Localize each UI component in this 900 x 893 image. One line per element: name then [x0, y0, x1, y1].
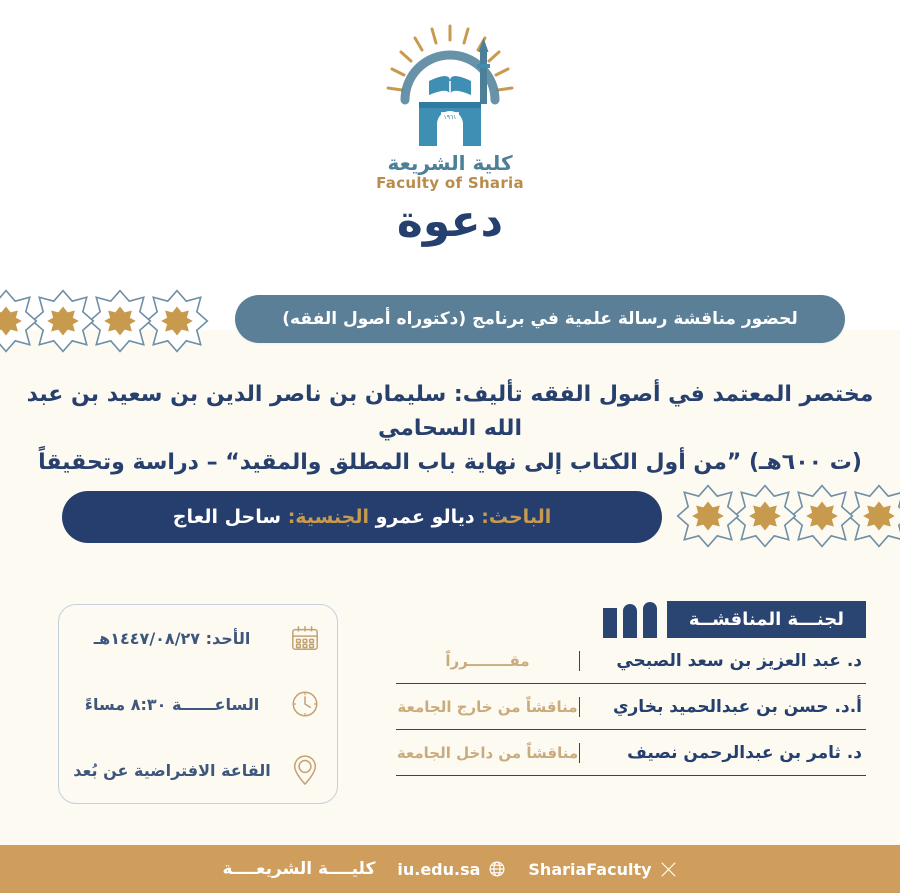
discussion-committee — [396, 600, 866, 776]
decorative-stars-right — [684, 483, 900, 549]
footer-website-url: iu.edu.sa — [397, 859, 481, 879]
eight-point-star-icon — [789, 483, 855, 549]
clock-icon — [287, 686, 323, 722]
footer-website[interactable] — [397, 860, 506, 879]
table-row — [396, 638, 866, 684]
eight-point-star-icon — [144, 288, 210, 354]
event-location-text: القاعة الافتراضية عن بُعد — [73, 760, 271, 780]
eight-point-star-icon — [0, 288, 39, 354]
committee-member-role: مناقشاً من داخل الجامعة — [396, 743, 579, 762]
logo-arabic-name: كلية الشريعة — [387, 151, 513, 175]
logo-english-name: Faculty of Sharia — [376, 174, 524, 192]
committee-title: لجنـــة المناقشــة — [667, 601, 866, 638]
eight-point-star-icon — [732, 483, 798, 549]
nationality-value: ساحل العاج — [172, 506, 282, 528]
islamic-university-emblem-icon — [375, 18, 525, 150]
event-time-row — [59, 671, 337, 737]
table-row — [396, 684, 866, 730]
eight-point-star-icon — [30, 288, 96, 354]
committee-member-name: د. ثامر بن عبدالرحمن نصيف — [579, 743, 866, 763]
svg-text:١٩٦١: ١٩٦١ — [443, 114, 457, 121]
thesis-title-line2: (ت ٦٠٠هـ) ”من أول الكتاب إلى نهاية باب المطلق والمقيد“ – دراسة وتحقيقاً — [38, 450, 862, 476]
committee-member-role: مناقشاً من خارج الجامعة — [397, 697, 578, 716]
researcher-name: ديالو عمرو — [375, 506, 475, 528]
event-date-text: الأحد: ١٤٤٧/٠٨/٢٧هـ — [93, 628, 251, 648]
event-time-text: الساعــــــة ٨:٣٠ مساءً — [84, 694, 260, 714]
minaret-decoration-icon — [603, 602, 657, 638]
eight-point-star-icon — [87, 288, 153, 354]
committee-member-name: أ.د. حسن بن عبدالحميد بخاري — [579, 697, 866, 717]
program-banner — [235, 295, 845, 343]
location-pin-icon — [287, 752, 323, 788]
event-location-row — [59, 737, 337, 803]
eight-point-star-icon — [675, 483, 741, 549]
committee-header — [396, 600, 866, 638]
globe-icon — [487, 860, 506, 879]
faculty-logo — [0, 18, 900, 247]
thesis-title — [0, 378, 900, 480]
event-details-card — [58, 604, 338, 804]
committee-member-name: د. عبد العزيز بن سعد الصبحي — [579, 651, 866, 671]
table-row — [396, 730, 866, 776]
footer-social[interactable] — [528, 860, 677, 879]
x-twitter-icon — [659, 860, 678, 879]
nationality-label: الجنسية: — [287, 506, 369, 528]
thesis-title-line1: مختصر المعتمد في أصول الفقه تأليف: سليمان بن ناصر الدين بن سعيد بن عبد الله السحامي — [26, 382, 874, 442]
page-title: دعوة — [396, 195, 504, 247]
researcher-label: الباحث: — [481, 506, 552, 528]
researcher-banner — [62, 491, 662, 543]
footer-bar — [0, 845, 900, 893]
program-banner-text: لحضور مناقشة رسالة علمية في برنامج (دكتوراه أصول الفقه) — [282, 309, 798, 329]
decorative-stars-left — [0, 288, 210, 354]
calendar-icon — [287, 620, 323, 656]
committee-member-role: مقــــــــرراً — [445, 651, 530, 670]
footer-arabic-label: كليــــة الشريعــــة — [222, 859, 376, 879]
footer-social-handle: ShariaFaculty — [528, 859, 652, 879]
event-date-row — [59, 605, 337, 671]
